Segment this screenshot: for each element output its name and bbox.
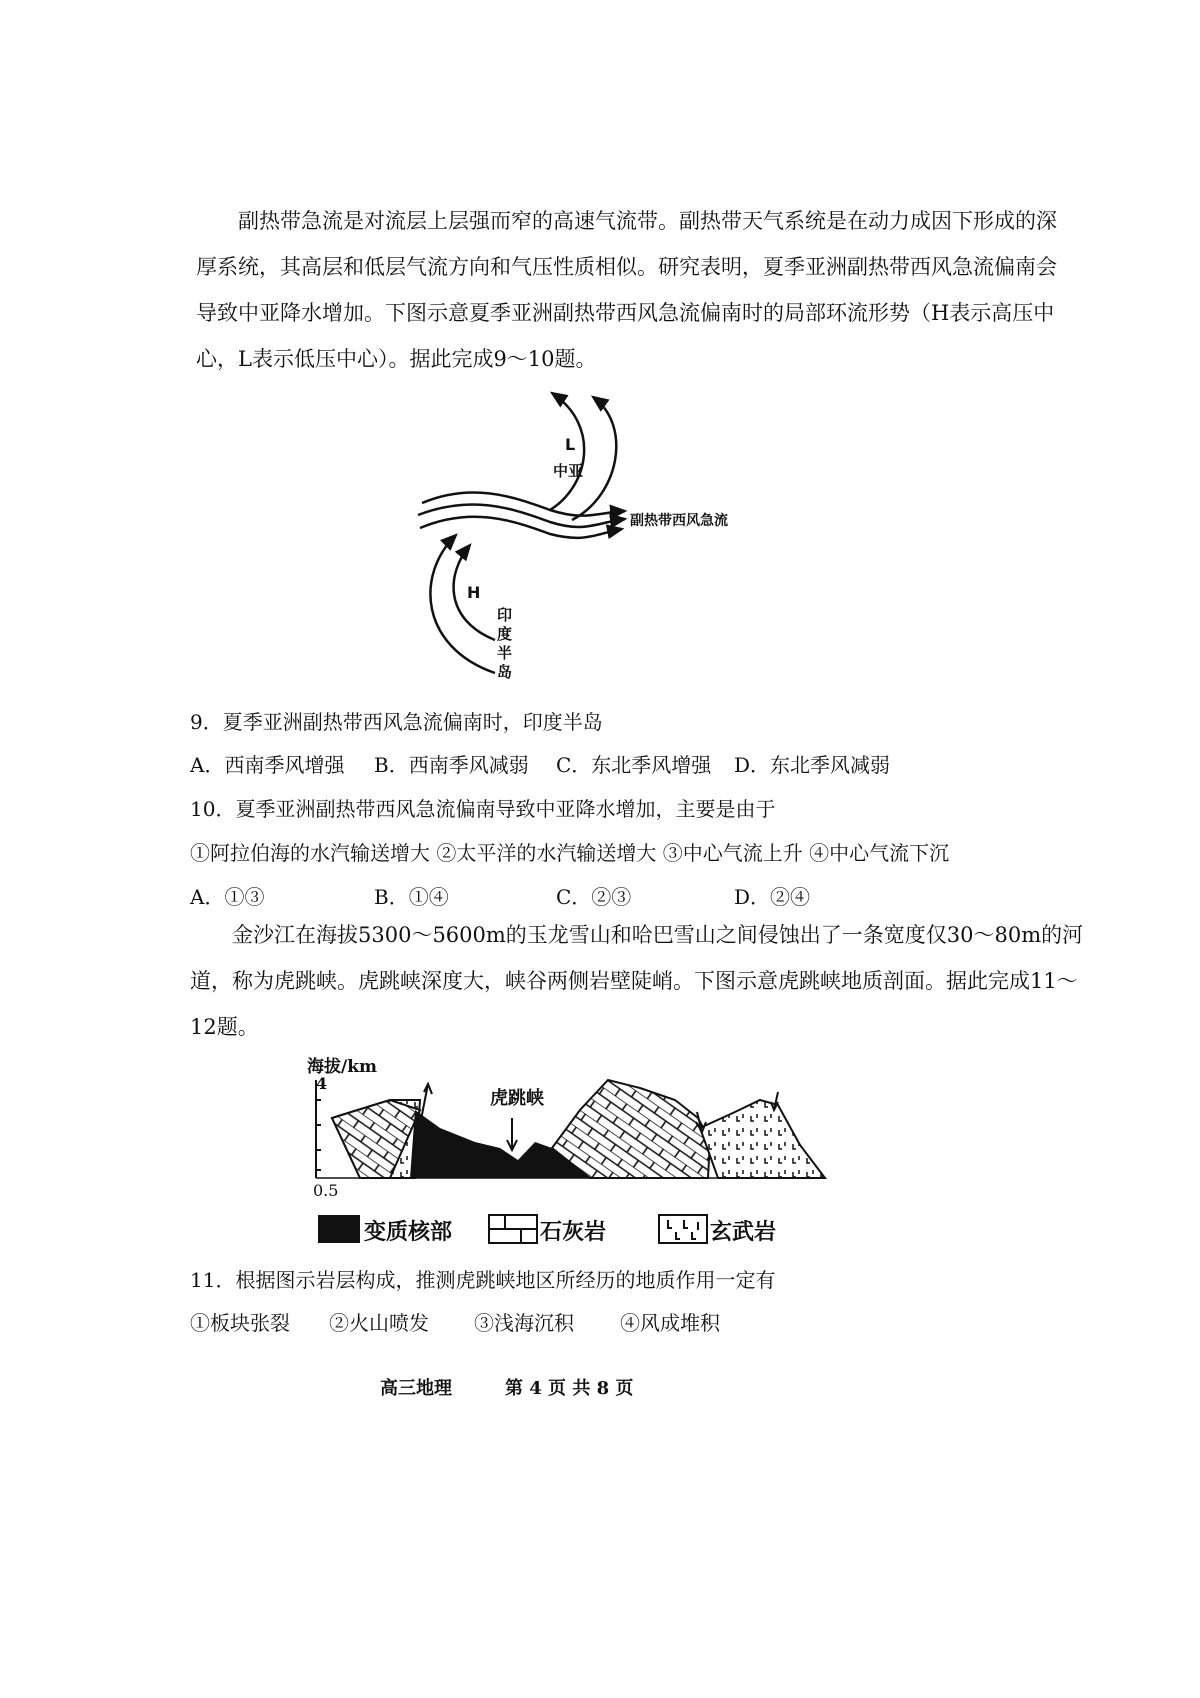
question-10-option-b: B．①④ <box>374 885 449 909</box>
circulation-diagram <box>400 385 760 685</box>
jet-stream-line-3 <box>420 517 622 538</box>
tick-bottom: 0.5 <box>313 1181 339 1200</box>
intro2-line-2: 道，称为虎跳峡。虎跳峡深度大，峡谷两侧岩壁陡峭。下图示意虎跳峡地质剖面。据此完成11～ <box>190 969 1078 993</box>
question-9-option-d: D．东北季风减弱 <box>734 753 891 777</box>
legend-basalt-label: 玄武岩 <box>710 1219 777 1245</box>
intro-paragraph-1 <box>196 198 1057 382</box>
question-9-stem: 9．夏季亚洲副热带西风急流偏南时，印度半岛 <box>190 710 603 734</box>
intro-paragraph-2 <box>190 912 1084 1050</box>
intro1-line-2: 厚系统，其高层和低层气流方向和气压性质相似。研究表明，夏季亚洲副热带西风急流偏南会 <box>196 255 1057 279</box>
question-11-item-3: ③浅海沉积 <box>474 1311 574 1335</box>
legend-limestone-swatch <box>488 1214 538 1244</box>
axis-title: 海拔/km <box>307 1057 377 1077</box>
label-subtropical-jet: 副热带西风急流 <box>630 513 728 529</box>
right-mountains-limestone <box>552 1080 710 1178</box>
legend-metamorphic-label: 变质核部 <box>364 1219 453 1245</box>
label-high-pressure: H <box>467 583 481 602</box>
question-11-item-1: ①板块张裂 <box>190 1311 290 1335</box>
legend-basalt-swatch <box>658 1214 708 1244</box>
question-9-option-c: C．东北季风增强 <box>556 753 712 777</box>
gorge-label: 虎跳峡 <box>490 1088 544 1109</box>
question-9-option-a: A．西南季风增强 <box>190 753 345 777</box>
low-pressure-arc-outer <box>572 397 616 520</box>
label-indian-peninsula: 印 度 半 岛 <box>497 606 513 681</box>
question-11-item-4: ④风成堆积 <box>620 1311 720 1335</box>
question-11-item-2: ②火山喷发 <box>329 1311 429 1335</box>
intro1-line-4: 心，L表示低压中心）。据此完成9～10题。 <box>196 347 597 371</box>
question-10-option-d: D．②④ <box>734 885 811 909</box>
label-central-asia: 中亚 <box>553 462 584 480</box>
question-10-option-c: C．②③ <box>556 885 632 909</box>
label-low-pressure: L <box>565 435 576 454</box>
tick-top: 4 <box>316 1074 328 1093</box>
question-10-option-a: A．①③ <box>190 885 265 909</box>
intro1-line-1: 副热带急流是对流层上层强而窄的高速气流带。副热带天气系统是在动力成因下形成的深 <box>238 209 1057 233</box>
intro1-line-3: 导致中亚降水增加。下图示意夏季亚洲副热带西风急流偏南时的局部环流形势（H表示高压中 <box>196 301 1055 325</box>
question-11-stem: 11．根据图示岩层构成，推测虎跳峡地区所经历的地质作用一定有 <box>190 1268 776 1292</box>
legend-metamorphic-swatch <box>318 1215 360 1243</box>
geologic-section <box>300 1070 840 1200</box>
question-9-option-b: B．西南季风减弱 <box>374 753 529 777</box>
intro2-line-1: 金沙江在海拔5300～5600m的玉龙雪山和哈巴雪山之间侵蚀出了一条宽度仅30～80m的河 <box>232 923 1084 947</box>
question-10-items: ①阿拉伯海的水汽输送增大 ②太平洋的水汽输送增大 ③中心气流上升 ④中心气流下沉 <box>190 841 950 865</box>
footer-page-number: 第 4 页 共 8 页 <box>505 1378 634 1399</box>
footer-subject: 高三地理 <box>380 1378 452 1399</box>
right-block-basalt <box>700 1100 825 1178</box>
intro2-line-3: 12题。 <box>190 1015 259 1039</box>
question-10-stem: 10．夏季亚洲副热带西风急流偏南导致中亚降水增加，主要是由于 <box>190 797 776 821</box>
legend-limestone-label: 石灰岩 <box>540 1219 607 1245</box>
